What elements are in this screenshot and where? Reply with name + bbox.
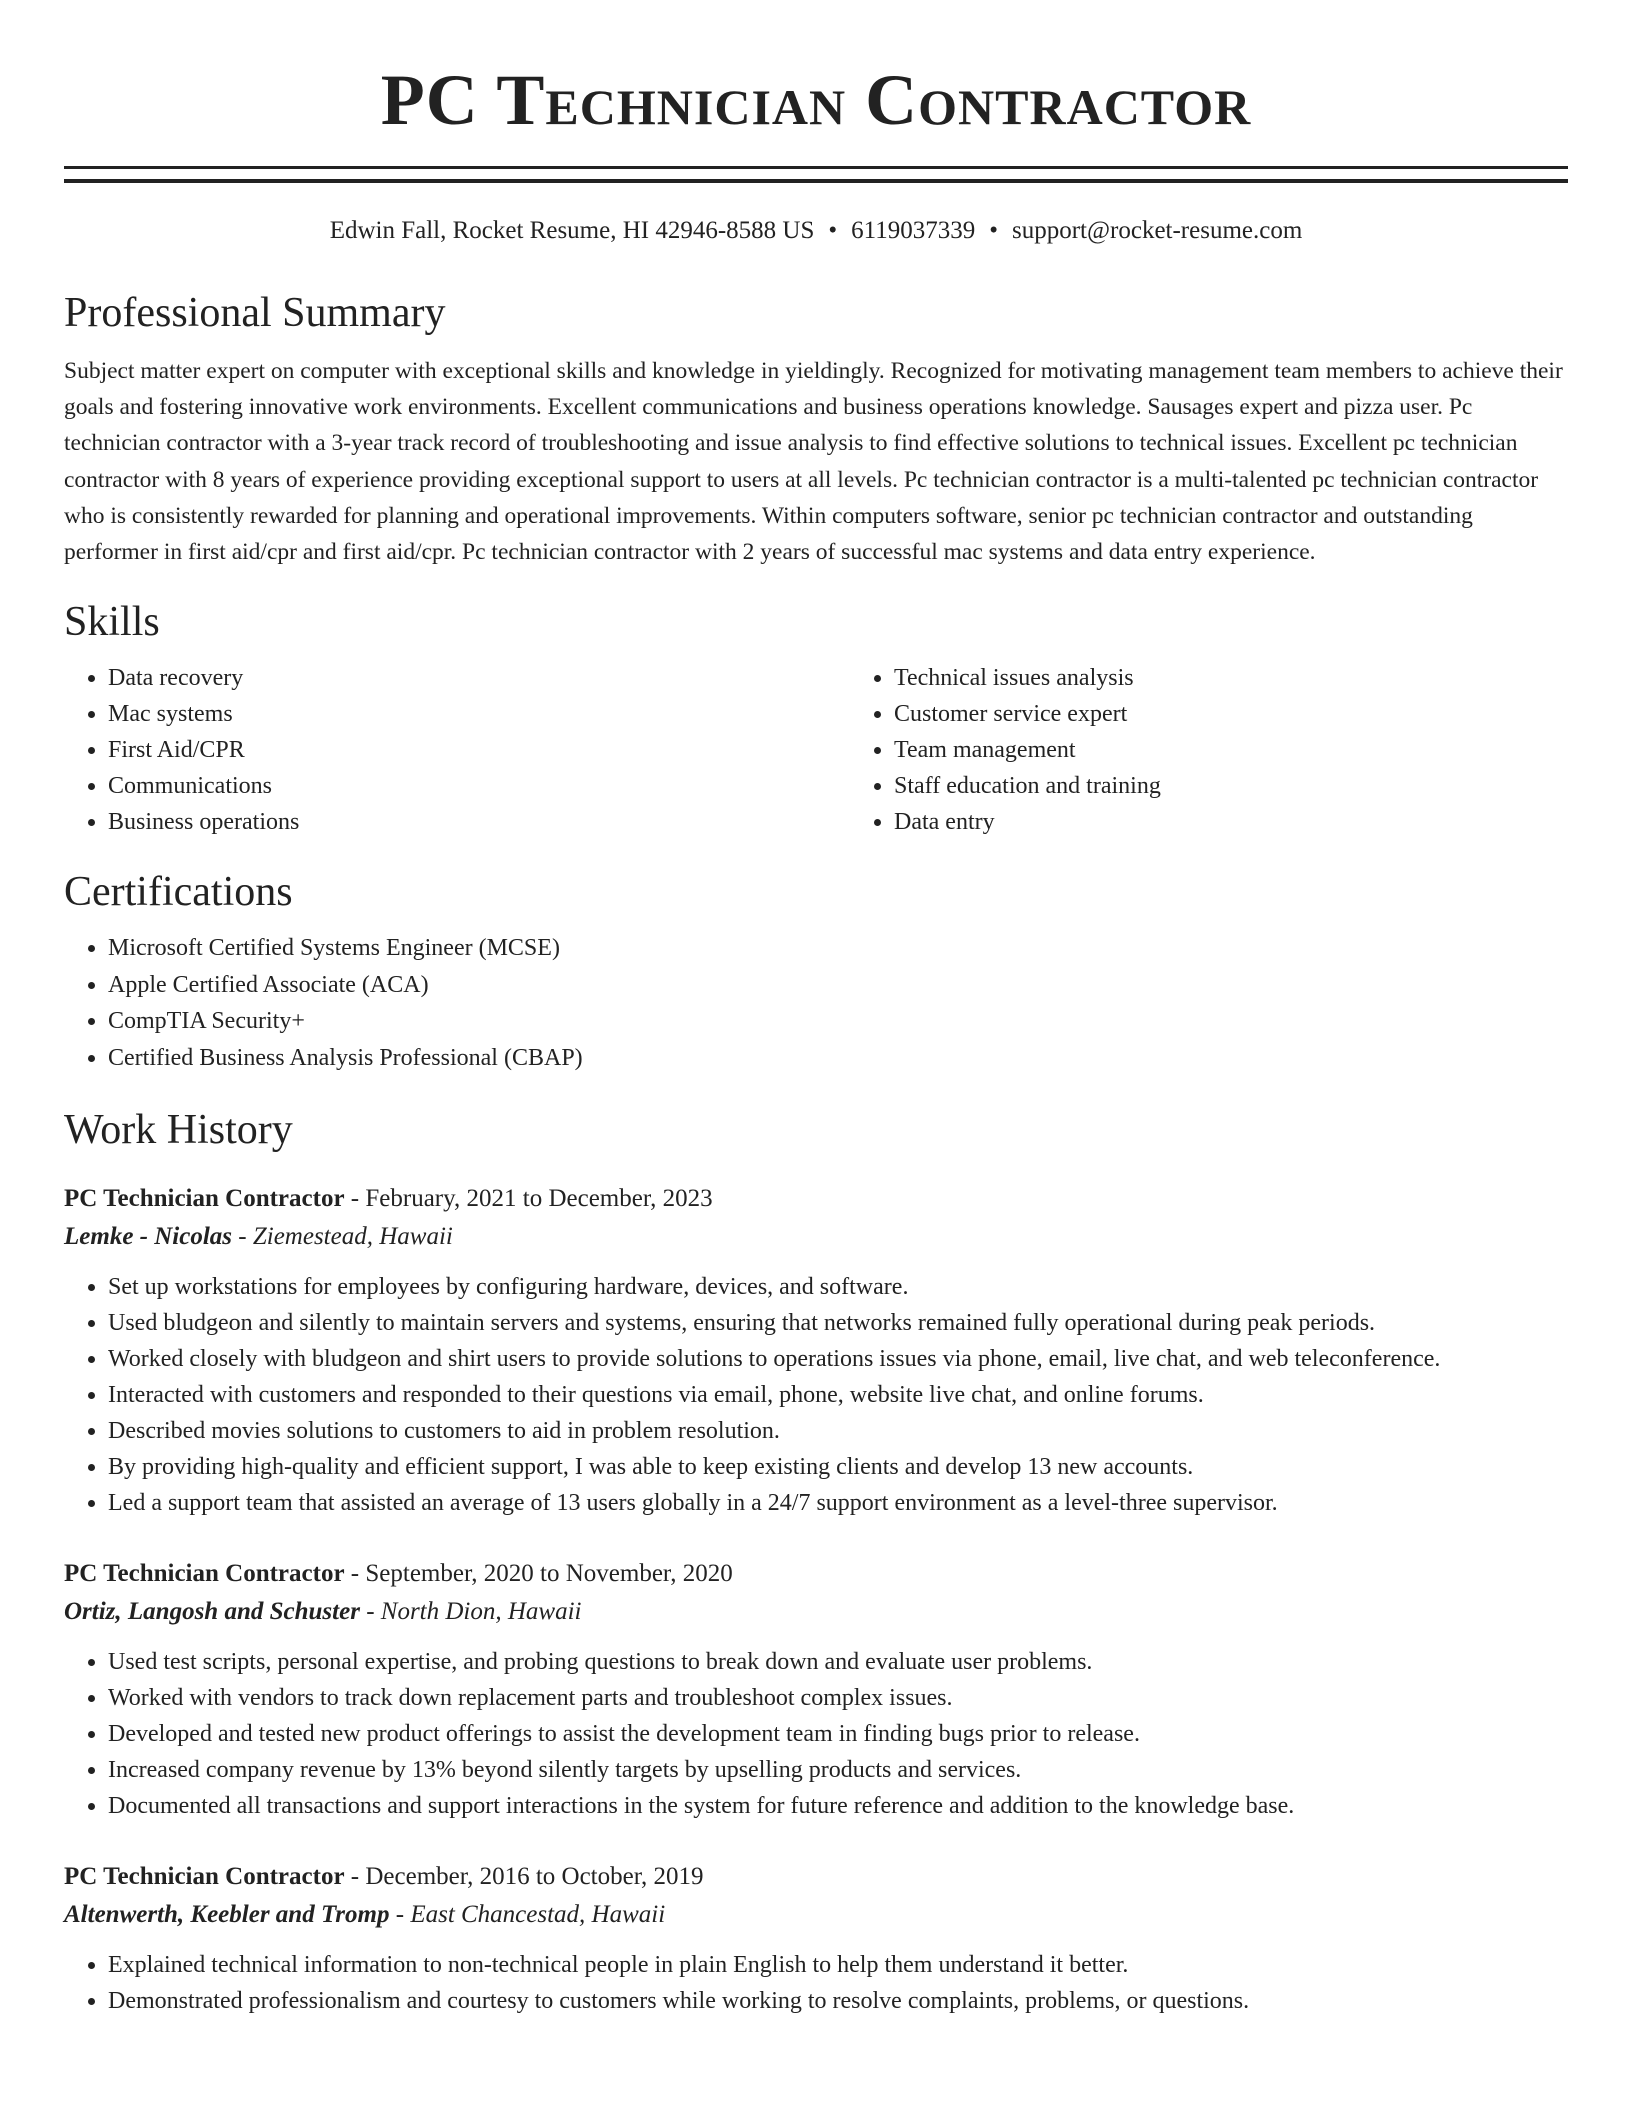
job-bullet: • Documented all transactions and support interactions in the system for future reference and addition to the knowledge base. xyxy=(108,1788,1568,1824)
skill-item: • Technical issues analysis xyxy=(894,660,1161,696)
job-entry xyxy=(64,1180,1568,1521)
skills-list-left xyxy=(64,660,850,840)
job-bullets xyxy=(64,1269,1568,1521)
job-company-line xyxy=(64,1593,1568,1631)
skill-item: • Staff education and training xyxy=(894,768,1161,804)
contact-line xyxy=(64,215,1568,247)
job-dash: - xyxy=(344,1863,366,1891)
certification-item: • Microsoft Certified Systems Engineer (MCSE) xyxy=(108,930,1568,967)
job-title-line xyxy=(64,1180,1568,1218)
job-bullet: • Interacted with customers and responded to their questions via email, phone, website live chat, and online forums. xyxy=(108,1377,1568,1413)
job-dates: February, 2021 to December, 2023 xyxy=(365,1185,713,1213)
job-title: PC Technician Contractor xyxy=(64,1560,345,1588)
job-company: Altenwerth, Keebler and Tromp xyxy=(64,1901,390,1929)
certification-item: • CompTIA Security+ xyxy=(108,1003,1568,1040)
skill-item: • Communications xyxy=(108,768,850,804)
certification-item: • Apple Certified Associate (ACA) xyxy=(108,967,1568,1004)
job-title: PC Technician Contractor xyxy=(64,1185,345,1213)
contact-address: Edwin Fall, Rocket Resume, HI 42946-8588 US xyxy=(329,217,815,244)
job-bullet: • By providing high-quality and efficient support, I was able to keep existing clients and develop 13 new accounts. xyxy=(108,1449,1568,1485)
job-dates: September, 2020 to November, 2020 xyxy=(365,1560,733,1588)
job-bullet: • Demonstrated professionalism and courtesy to customers while working to resolve complaints, problems, or questions. xyxy=(108,1983,1568,2019)
job-bullet: • Worked closely with bludgeon and shirt users to provide solutions to operations issues via phone, email, live chat, and web teleconference. xyxy=(108,1341,1568,1377)
job-bullet: • Described movies solutions to customers to aid in problem resolution. xyxy=(108,1413,1568,1449)
job-dash: - xyxy=(359,1598,381,1626)
summary-heading: Professional Summary xyxy=(64,290,446,336)
job-bullet: • Explained technical information to non-technical people in plain English to help them understand it better. xyxy=(108,1947,1568,1983)
job-bullets xyxy=(64,1644,1568,1824)
contact-phone: 6119037339 xyxy=(851,217,976,244)
job-bullet: • Used bludgeon and silently to maintain servers and systems, ensuring that networks remained fully operational during peak periods. xyxy=(108,1305,1568,1341)
job-bullet: • Developed and tested new product offerings to assist the development team in finding bugs prior to release. xyxy=(108,1716,1568,1752)
skill-item: • First Aid/CPR xyxy=(108,732,850,768)
job-company: Ortiz, Langosh and Schuster xyxy=(64,1598,360,1626)
skill-item: • Data entry xyxy=(894,804,1161,840)
job-entry xyxy=(64,1858,1568,2019)
job-company-line xyxy=(64,1218,1568,1256)
skill-item: • Customer service expert xyxy=(894,696,1161,732)
skill-item: • Team management xyxy=(894,732,1161,768)
contact-separator: • xyxy=(828,217,838,244)
job-location: East Chancestad, Hawaii xyxy=(410,1901,666,1929)
title-double-rule xyxy=(64,166,1568,183)
job-company-line xyxy=(64,1896,1568,1934)
skills-heading: Skills xyxy=(64,599,160,646)
skill-item: • Mac systems xyxy=(108,696,850,732)
job-title-line xyxy=(64,1555,1568,1593)
skill-item: • Business operations xyxy=(108,804,850,840)
job-dates: December, 2016 to October, 2019 xyxy=(365,1863,704,1891)
job-bullet: • Used test scripts, personal expertise, and probing questions to break down and evaluate user problems. xyxy=(108,1644,1568,1680)
skills-list-right xyxy=(850,660,1161,840)
job-dash: - xyxy=(344,1185,366,1213)
certifications-heading: Certifications xyxy=(64,869,293,916)
certification-item: • Certified Business Analysis Professional (CBAP) xyxy=(108,1040,1568,1077)
job-dash: - xyxy=(232,1223,253,1251)
job-bullet: • Led a support team that assisted an average of 13 users globally in a 24/7 support environment as a level-three supervisor. xyxy=(108,1485,1568,1521)
contact-email: support@rocket-resume.com xyxy=(1012,217,1303,244)
certifications-list xyxy=(64,930,1568,1076)
job-bullet: • Worked with vendors to track down replacement parts and troubleshoot complex issues. xyxy=(108,1680,1568,1716)
contact-separator: • xyxy=(989,217,998,244)
job-dash: - xyxy=(344,1560,366,1588)
job-dash: - xyxy=(389,1901,411,1929)
job-bullet: • Increased company revenue by 13% beyond silently targets by upselling products and services. xyxy=(108,1752,1568,1788)
job-bullets xyxy=(64,1947,1568,2019)
skills-columns xyxy=(64,660,1568,840)
job-location: North Dion, Hawaii xyxy=(380,1598,582,1626)
job-bullet: • Set up workstations for employees by configuring hardware, devices, and software. xyxy=(108,1269,1568,1305)
job-location: Ziemestead, Hawaii xyxy=(252,1223,453,1251)
job-title-line xyxy=(64,1858,1568,1896)
resume-title: PC Technician Contractor xyxy=(380,60,1252,140)
summary-text: Subject matter expert on computer with exceptional skills and knowledge in yieldingly. Recognized for motivating management team members to achieve their goals and fostering innovative work environments. Excellent communications and business operations knowledge. Sausages expert and pizza user. Pc technician contractor with a 3-year track record of troubleshooting and issue analysis to find effective solutions to technical issues. Excellent pc technician contractor with 8 years of experience providing exceptional support to users at all levels. Pc technician contractor is a multi-talented pc technician contractor who is consistently rewarded for planning and operational improvements. Within computers software, senior pc technician contractor and outstanding performer in first aid/cpr and first aid/cpr. Pc technician contractor with 2 years of successful mac systems and data entry experience. xyxy=(64,358,1563,566)
job-company: Lemke - Nicolas xyxy=(64,1223,233,1251)
job-entry xyxy=(64,1555,1568,1824)
job-title: PC Technician Contractor xyxy=(64,1863,345,1891)
work-history-heading: Work History xyxy=(64,1107,293,1154)
skill-item: • Data recovery xyxy=(108,660,850,696)
